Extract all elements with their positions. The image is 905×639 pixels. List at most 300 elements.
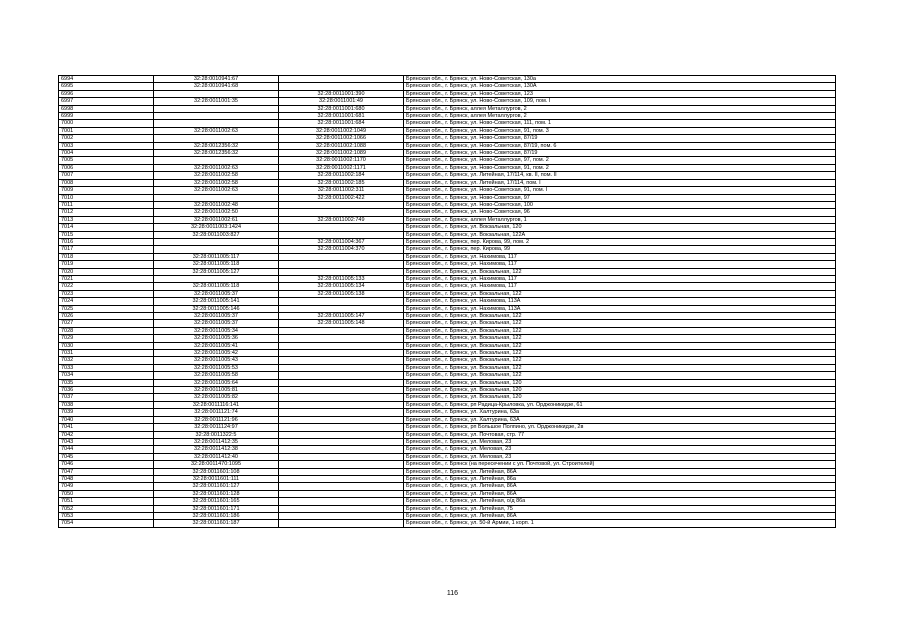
- row-number-cell: 7034: [59, 372, 154, 379]
- table-row: [59, 409, 836, 416]
- building-cadastral-number-cell: [279, 512, 404, 519]
- address-cell: Брянская обл., г. Брянск, ул. Вокзальная, 120: [404, 224, 836, 231]
- cadastral-number-cell: [154, 113, 279, 120]
- cadastral-number-cell: 32:28:0012356:32: [154, 142, 279, 149]
- cadastral-number-cell: 32:28:0011601:127: [154, 483, 279, 490]
- address-cell: Брянская обл., г. Брянск, ул. Ново-Советская, 97: [404, 194, 836, 201]
- table-row: [59, 401, 836, 408]
- address-cell: Брянская обл., г. Брянск, ул. Меловая, 23: [404, 438, 836, 445]
- address-cell: Брянская обл., г. Брянск, ул. Литейная, 17/114, кв. II, пом. II: [404, 172, 836, 179]
- cadastral-number-cell: 32:28:0011005:36: [154, 335, 279, 342]
- cadastral-number-cell: 32:28:0012356:32: [154, 150, 279, 157]
- table-row: [59, 164, 836, 171]
- row-number-cell: 7032: [59, 357, 154, 364]
- address-cell: Брянская обл., г. Брянск, ул. Вокзальная, 122: [404, 290, 836, 297]
- row-number-cell: 7031: [59, 350, 154, 357]
- address-cell: Брянская обл., г. Брянск, ул. Ново-Советская, 91, пом. I: [404, 187, 836, 194]
- row-number-cell: 7023: [59, 290, 154, 297]
- cadastral-number-cell: 32:28:0011005:82: [154, 394, 279, 401]
- cadastral-number-cell: 32:28:0011124:97: [154, 424, 279, 431]
- row-number-cell: 7036: [59, 387, 154, 394]
- table-row: [59, 127, 836, 134]
- table-row: [59, 394, 836, 401]
- row-number-cell: 7044: [59, 446, 154, 453]
- building-cadastral-number-cell: 32:28:0011002:1088: [279, 142, 404, 149]
- row-number-cell: 7022: [59, 283, 154, 290]
- table-row: [59, 98, 836, 105]
- row-number-cell: 7025: [59, 305, 154, 312]
- address-cell: Брянская обл., г. Брянск, ул. Ново-Советская, 96: [404, 209, 836, 216]
- table-row: [59, 320, 836, 327]
- building-cadastral-number-cell: 32:28:0011001:390: [279, 90, 404, 97]
- table-row: [59, 224, 836, 231]
- building-cadastral-number-cell: [279, 357, 404, 364]
- address-cell: Брянская обл., г. Брянск, ул. Нахимова, 113А: [404, 298, 836, 305]
- address-cell: Брянская обл., г. Брянск, рп Большое Полпино, ул. Орджоникидзе, 2в: [404, 424, 836, 431]
- table-row: [59, 268, 836, 275]
- cadastral-number-cell: 32:28:0011002:50: [154, 209, 279, 216]
- table-row: [59, 246, 836, 253]
- row-number-cell: 7054: [59, 520, 154, 527]
- table-row: [59, 157, 836, 164]
- building-cadastral-number-cell: [279, 409, 404, 416]
- table-row: [59, 372, 836, 379]
- cadastral-number-cell: [154, 90, 279, 97]
- address-cell: Брянская обл., г. Брянск, ул. Вокзальная, 120: [404, 387, 836, 394]
- table-row: [59, 379, 836, 386]
- building-cadastral-number-cell: [279, 305, 404, 312]
- building-cadastral-number-cell: 32:28:0011002:311: [279, 187, 404, 194]
- building-cadastral-number-cell: 32:28:0011004:370: [279, 246, 404, 253]
- row-number-cell: 7041: [59, 424, 154, 431]
- row-number-cell: 7039: [59, 409, 154, 416]
- cadastral-number-cell: 32:28:0011005:53: [154, 364, 279, 371]
- address-cell: Брянская обл., г. Брянск, ул. Вокзальная, 122: [404, 350, 836, 357]
- row-number-cell: 7029: [59, 335, 154, 342]
- cadastral-number-cell: 32:28:0011005:37: [154, 290, 279, 297]
- building-cadastral-number-cell: 32:28:0011002:1089: [279, 150, 404, 157]
- cadastral-number-cell: 32:28:0011002:63: [154, 164, 279, 171]
- address-cell: Брянская обл., г. Брянск, ул. Ново-Советская, 109, пом. I: [404, 98, 836, 105]
- address-cell: Брянская обл., г. Брянск, ул. Ново-Советская, 91, пом. 2: [404, 164, 836, 171]
- row-number-cell: 6998: [59, 105, 154, 112]
- table-row: [59, 135, 836, 142]
- table-row: [59, 305, 836, 312]
- row-number-cell: 6997: [59, 98, 154, 105]
- building-cadastral-number-cell: 32:28:0011001:684: [279, 120, 404, 127]
- cadastral-number-cell: 32:28:0011002:48: [154, 201, 279, 208]
- row-number-cell: 7013: [59, 216, 154, 223]
- building-cadastral-number-cell: [279, 209, 404, 216]
- row-number-cell: 7040: [59, 416, 154, 423]
- table-row: [59, 313, 836, 320]
- row-number-cell: 7048: [59, 475, 154, 482]
- cadastral-number-cell: 32:28:0011121:74: [154, 409, 279, 416]
- address-cell: Брянская обл., г. Брянск, аллея Металлургов, 2: [404, 105, 836, 112]
- row-number-cell: 6999: [59, 113, 154, 120]
- row-number-cell: 7008: [59, 179, 154, 186]
- table-row: [59, 431, 836, 438]
- table-row: [59, 520, 836, 527]
- building-cadastral-number-cell: 32:28:0011005:134: [279, 283, 404, 290]
- table-row: [59, 498, 836, 505]
- address-cell: Брянская обл., г. Брянск, ул. Халтурина, 63а: [404, 409, 836, 416]
- address-cell: Брянская обл., г. Брянск, ул. Ново-Советская, 111, пом. 1: [404, 120, 836, 127]
- address-cell: Брянская обл., г. Брянск, ул. Халтурина, 63А: [404, 416, 836, 423]
- building-cadastral-number-cell: [279, 453, 404, 460]
- building-cadastral-number-cell: [279, 335, 404, 342]
- address-cell: Брянская обл., г. Брянск (на пересечении с ул. Почтовой, ул. Строителей): [404, 461, 836, 468]
- table-row: [59, 201, 836, 208]
- table-row: [59, 490, 836, 497]
- building-cadastral-number-cell: 32:28:0011002:422: [279, 194, 404, 201]
- table-row: [59, 468, 836, 475]
- building-cadastral-number-cell: [279, 201, 404, 208]
- address-cell: Брянская обл., г. Брянск, ул. Ново-Советская, 91, пом. 3: [404, 127, 836, 134]
- address-cell: Брянская обл., г. Брянск, ул. Литейная, о/д 86а: [404, 498, 836, 505]
- building-cadastral-number-cell: [279, 253, 404, 260]
- cadastral-number-cell: 32:28:0011002:63: [154, 187, 279, 194]
- row-number-cell: 7051: [59, 498, 154, 505]
- table-row: [59, 150, 836, 157]
- cadastral-number-cell: 32:28:0011470:1095: [154, 461, 279, 468]
- table-row: [59, 187, 836, 194]
- building-cadastral-number-cell: 32:28:0011002:1170: [279, 157, 404, 164]
- building-cadastral-number-cell: 32:28:0011005:147: [279, 313, 404, 320]
- cadastral-number-cell: 32:28:0011005:37: [154, 313, 279, 320]
- address-cell: Брянская обл., г. Брянск, ул. Вокзальная, 122: [404, 320, 836, 327]
- row-number-cell: 7001: [59, 127, 154, 134]
- building-cadastral-number-cell: [279, 520, 404, 527]
- row-number-cell: 7003: [59, 142, 154, 149]
- address-cell: Брянская обл., г. Брянск, ул. Нахимова, 117: [404, 253, 836, 260]
- address-cell: Брянская обл., г. Брянск, пер. Кирова, 99, пом. 2: [404, 238, 836, 245]
- cadastral-number-cell: 32:28:0011412:38: [154, 446, 279, 453]
- table-row: [59, 275, 836, 282]
- row-number-cell: 7017: [59, 246, 154, 253]
- table-row: [59, 253, 836, 260]
- row-number-cell: 7045: [59, 453, 154, 460]
- building-cadastral-number-cell: [279, 76, 404, 83]
- table-row: [59, 142, 836, 149]
- building-cadastral-number-cell: 32:28:0011005:138: [279, 290, 404, 297]
- registry-table-body: [59, 76, 836, 528]
- cadastral-number-cell: 32:28:0011003:827: [154, 231, 279, 238]
- table-row: [59, 298, 836, 305]
- row-number-cell: 7047: [59, 468, 154, 475]
- cadastral-number-cell: 32:28:0011005:42: [154, 350, 279, 357]
- building-cadastral-number-cell: [279, 224, 404, 231]
- address-cell: Брянская обл., г. Брянск, ул. Литейная, 86А: [404, 483, 836, 490]
- address-cell: Брянская обл., г. Брянск, аллея Металлургов, 1: [404, 216, 836, 223]
- table-row: [59, 364, 836, 371]
- cadastral-number-cell: 32:28:0011601:128: [154, 490, 279, 497]
- address-cell: Брянская обл., г. Брянск, ул. Вокзальная, 122: [404, 268, 836, 275]
- address-cell: Брянская обл., г. Брянск, ул. Вокзальная, 122: [404, 335, 836, 342]
- address-cell: Брянская обл., г. Брянск, ул. 50-й Армии, 1 корп. 1: [404, 520, 836, 527]
- address-cell: Брянская обл., г. Брянск, ул. Ново-Советская, 87/19: [404, 150, 836, 157]
- row-number-cell: 6994: [59, 76, 154, 83]
- building-cadastral-number-cell: [279, 387, 404, 394]
- row-number-cell: 7021: [59, 275, 154, 282]
- cadastral-number-cell: 32:28:0010941:68: [154, 83, 279, 90]
- row-number-cell: 7052: [59, 505, 154, 512]
- cadastral-number-cell: 32:28:0011601:186: [154, 512, 279, 519]
- table-row: [59, 283, 836, 290]
- row-number-cell: 7030: [59, 342, 154, 349]
- cadastral-number-cell: 32:28:0011005:141: [154, 298, 279, 305]
- building-cadastral-number-cell: [279, 350, 404, 357]
- cadastral-number-cell: 32:28:0011005:37: [154, 320, 279, 327]
- table-row: [59, 120, 836, 127]
- building-cadastral-number-cell: [279, 298, 404, 305]
- table-row: [59, 335, 836, 342]
- table-row: [59, 512, 836, 519]
- address-cell: Брянская обл., г. Брянск, ул. Литейная, 75: [404, 505, 836, 512]
- cadastral-number-cell: [154, 238, 279, 245]
- table-row: [59, 83, 836, 90]
- building-cadastral-number-cell: [279, 483, 404, 490]
- table-row: [59, 194, 836, 201]
- table-row: [59, 387, 836, 394]
- building-cadastral-number-cell: [279, 438, 404, 445]
- address-cell: Брянская обл., г. Брянск, ул. Нахимова, 117: [404, 283, 836, 290]
- table-row: [59, 216, 836, 223]
- address-cell: Брянская обл., г. Брянск, ул. Меловая, 23: [404, 446, 836, 453]
- address-cell: Брянская обл., г. Брянск, ул. Нахимова, 117: [404, 275, 836, 282]
- cadastral-number-cell: 32:28:0011002:61: [154, 216, 279, 223]
- address-cell: Брянская обл., г. Брянск, ул. Вокзальная, 122: [404, 327, 836, 334]
- table-row: [59, 424, 836, 431]
- address-cell: Брянская обл., г. Брянск, ул. Вокзальная, 122: [404, 364, 836, 371]
- building-cadastral-number-cell: [279, 364, 404, 371]
- address-cell: Брянская обл., г. Брянск, ул. Нахимова, 113А: [404, 305, 836, 312]
- building-cadastral-number-cell: [279, 490, 404, 497]
- cadastral-number-cell: 32:28:0011601:187: [154, 520, 279, 527]
- row-number-cell: 7033: [59, 364, 154, 371]
- cadastral-number-cell: [154, 157, 279, 164]
- building-cadastral-number-cell: [279, 268, 404, 275]
- row-number-cell: 7028: [59, 327, 154, 334]
- address-cell: Брянская обл., г. Брянск, ул. Ново-Советская, 87/19, пом. 6: [404, 142, 836, 149]
- building-cadastral-number-cell: [279, 431, 404, 438]
- table-row: [59, 438, 836, 445]
- building-cadastral-number-cell: 32:28:0011001:49: [279, 98, 404, 105]
- address-cell: Брянская обл., г. Брянск, ул. Вокзальная, 120: [404, 379, 836, 386]
- row-number-cell: 7037: [59, 394, 154, 401]
- address-cell: Брянская обл., г. Брянск, ул. Литейная, 17/114, пом. I: [404, 179, 836, 186]
- row-number-cell: 6995: [59, 83, 154, 90]
- row-number-cell: 7005: [59, 157, 154, 164]
- table-row: [59, 505, 836, 512]
- building-cadastral-number-cell: 32:28:0011002:1066: [279, 135, 404, 142]
- row-number-cell: 7010: [59, 194, 154, 201]
- address-cell: Брянская обл., г. Брянск, ул. Ново-Советская, 97, пом. 2: [404, 157, 836, 164]
- building-cadastral-number-cell: [279, 468, 404, 475]
- address-cell: Брянская обл., г. Брянск, ул. Литейная, 86А: [404, 512, 836, 519]
- address-cell: Брянская обл., г. Брянск, ул. Вокзальная, 120: [404, 394, 836, 401]
- row-number-cell: 7004: [59, 150, 154, 157]
- building-cadastral-number-cell: [279, 231, 404, 238]
- cadastral-number-cell: 32:28:0011601:108: [154, 468, 279, 475]
- building-cadastral-number-cell: 32:28:0011001:681: [279, 113, 404, 120]
- cadastral-number-cell: [154, 135, 279, 142]
- address-cell: Брянская обл., г. Брянск, ул. Меловая, 23: [404, 453, 836, 460]
- table-row: [59, 483, 836, 490]
- cadastral-number-cell: 32:28:0010941:67: [154, 76, 279, 83]
- table-row: [59, 105, 836, 112]
- address-cell: Брянская обл., г. Брянск, ул. Вокзальная, 122А: [404, 231, 836, 238]
- cadastral-number-cell: [154, 120, 279, 127]
- cadastral-number-cell: 32:28:0011005:58: [154, 372, 279, 379]
- cadastral-number-cell: 32:28:0011005:41: [154, 342, 279, 349]
- table-row: [59, 113, 836, 120]
- table-row: [59, 446, 836, 453]
- table-row: [59, 357, 836, 364]
- row-number-cell: 7007: [59, 172, 154, 179]
- row-number-cell: 7053: [59, 512, 154, 519]
- cadastral-number-cell: 32:28:0011005:118: [154, 283, 279, 290]
- row-number-cell: 7006: [59, 164, 154, 171]
- table-row: [59, 231, 836, 238]
- row-number-cell: 7026: [59, 313, 154, 320]
- cadastral-number-cell: 32:28:0011002:58: [154, 172, 279, 179]
- cadastral-number-cell: 32:28:0011002:58: [154, 179, 279, 186]
- address-cell: Брянская обл., г. Брянск, пер. Кирова, 99: [404, 246, 836, 253]
- row-number-cell: 7014: [59, 224, 154, 231]
- table-row: [59, 342, 836, 349]
- cadastral-number-cell: [154, 246, 279, 253]
- building-cadastral-number-cell: 32:28:0011005:133: [279, 275, 404, 282]
- table-row: [59, 261, 836, 268]
- row-number-cell: 7002: [59, 135, 154, 142]
- address-cell: Брянская обл., г. Брянск, ул. Вокзальная, 122: [404, 357, 836, 364]
- cadastral-number-cell: 32:28:0011005:146: [154, 305, 279, 312]
- address-cell: Брянская обл., г. Брянск, ул. Вокзальная, 122: [404, 342, 836, 349]
- address-cell: Брянская обл., г. Брянск, ул. Вокзальная, 122: [404, 372, 836, 379]
- cadastral-number-cell: 32:28:0011322:5: [154, 431, 279, 438]
- table-row: [59, 350, 836, 357]
- building-cadastral-number-cell: [279, 475, 404, 482]
- table-row: [59, 172, 836, 179]
- building-cadastral-number-cell: [279, 372, 404, 379]
- cadastral-number-cell: 32:28:0011412:40: [154, 453, 279, 460]
- address-cell: Брянская обл., г. Брянск, ул. Литейная, 86А: [404, 490, 836, 497]
- building-cadastral-number-cell: [279, 416, 404, 423]
- row-number-cell: 7016: [59, 238, 154, 245]
- building-cadastral-number-cell: 32:28:0011002:749: [279, 216, 404, 223]
- address-cell: Брянская обл., г. Брянск, аллея Металлургов, 2: [404, 113, 836, 120]
- building-cadastral-number-cell: [279, 461, 404, 468]
- address-cell: Брянская обл., г. Брянск, рп Радица-Крыловка, ул. Орджоникидзе, 61: [404, 401, 836, 408]
- row-number-cell: 7035: [59, 379, 154, 386]
- row-number-cell: 7000: [59, 120, 154, 127]
- cadastral-number-cell: 32:28:0011601:171: [154, 505, 279, 512]
- cadastral-number-cell: [154, 194, 279, 201]
- building-cadastral-number-cell: 32:28:0011002:185: [279, 179, 404, 186]
- table-row: [59, 453, 836, 460]
- table-row: [59, 290, 836, 297]
- building-cadastral-number-cell: [279, 446, 404, 453]
- row-number-cell: 7011: [59, 201, 154, 208]
- address-cell: Брянская обл., г. Брянск, ул. Ново-Советская, 87/19: [404, 135, 836, 142]
- row-number-cell: 7050: [59, 490, 154, 497]
- row-number-cell: 7009: [59, 187, 154, 194]
- building-cadastral-number-cell: [279, 401, 404, 408]
- address-cell: Брянская обл., г. Брянск, ул. Ново-Советская, 130а: [404, 76, 836, 83]
- cadastral-number-cell: [154, 105, 279, 112]
- address-cell: Брянская обл., г. Брянск, ул. Литейная, 86А: [404, 468, 836, 475]
- row-number-cell: 7042: [59, 431, 154, 438]
- cadastral-number-cell: [154, 275, 279, 282]
- row-number-cell: 7019: [59, 261, 154, 268]
- cadastral-number-cell: 32:28:0011001:35: [154, 98, 279, 105]
- registry-table: [58, 75, 836, 528]
- table-row: [59, 475, 836, 482]
- row-number-cell: 7049: [59, 483, 154, 490]
- building-cadastral-number-cell: [279, 394, 404, 401]
- building-cadastral-number-cell: [279, 261, 404, 268]
- building-cadastral-number-cell: 32:28:0011001:680: [279, 105, 404, 112]
- cadastral-number-cell: 32:28:0011003:1424: [154, 224, 279, 231]
- cadastral-number-cell: 32:28:0011002:63: [154, 127, 279, 134]
- address-cell: Брянская обл., г. Брянск, ул. Почтовая, стр. 77: [404, 431, 836, 438]
- building-cadastral-number-cell: [279, 379, 404, 386]
- building-cadastral-number-cell: 32:28:0011002:1171: [279, 164, 404, 171]
- building-cadastral-number-cell: 32:28:0011004:367: [279, 238, 404, 245]
- row-number-cell: 7024: [59, 298, 154, 305]
- address-cell: Брянская обл., г. Брянск, ул. Нахимова, 117: [404, 261, 836, 268]
- table-row: [59, 416, 836, 423]
- address-cell: Брянская обл., г. Брянск, ул. Литейная, 86а: [404, 475, 836, 482]
- table-row: [59, 90, 836, 97]
- row-number-cell: 7020: [59, 268, 154, 275]
- table-row: [59, 76, 836, 83]
- cadastral-number-cell: 32:28:0011601:165: [154, 498, 279, 505]
- cadastral-number-cell: 32:28:0011116:141: [154, 401, 279, 408]
- table-row: [59, 327, 836, 334]
- cadastral-number-cell: 32:28:0011005:34: [154, 327, 279, 334]
- building-cadastral-number-cell: 32:28:0011005:148: [279, 320, 404, 327]
- page-number: 116: [446, 590, 459, 597]
- building-cadastral-number-cell: [279, 498, 404, 505]
- address-cell: Брянская обл., г. Брянск, ул. Ново-Советская, 123: [404, 90, 836, 97]
- cadastral-number-cell: 32:28:0011005:117: [154, 253, 279, 260]
- cadastral-number-cell: 32:28:0011121:96: [154, 416, 279, 423]
- cadastral-number-cell: 32:28:0011005:81: [154, 387, 279, 394]
- cadastral-number-cell: 32:28:0011005:43: [154, 357, 279, 364]
- address-cell: Брянская обл., г. Брянск, ул. Вокзальная, 122: [404, 313, 836, 320]
- row-number-cell: 7046: [59, 461, 154, 468]
- cadastral-number-cell: 32:28:0011601:111: [154, 475, 279, 482]
- building-cadastral-number-cell: [279, 83, 404, 90]
- row-number-cell: 7018: [59, 253, 154, 260]
- building-cadastral-number-cell: 32:28:0011002:184: [279, 172, 404, 179]
- building-cadastral-number-cell: [279, 342, 404, 349]
- address-cell: Брянская обл., г. Брянск, ул. Ново-Советская, 130А: [404, 83, 836, 90]
- row-number-cell: 7027: [59, 320, 154, 327]
- table-row: [59, 461, 836, 468]
- table-row: [59, 179, 836, 186]
- cadastral-number-cell: 32:28:0011005:127: [154, 268, 279, 275]
- row-number-cell: 7038: [59, 401, 154, 408]
- building-cadastral-number-cell: [279, 505, 404, 512]
- cadastral-number-cell: 32:28:0011005:64: [154, 379, 279, 386]
- row-number-cell: 7012: [59, 209, 154, 216]
- table-row: [59, 209, 836, 216]
- cadastral-number-cell: 32:28:0011005:118: [154, 261, 279, 268]
- address-cell: Брянская обл., г. Брянск, ул. Ново-Советская, 100: [404, 201, 836, 208]
